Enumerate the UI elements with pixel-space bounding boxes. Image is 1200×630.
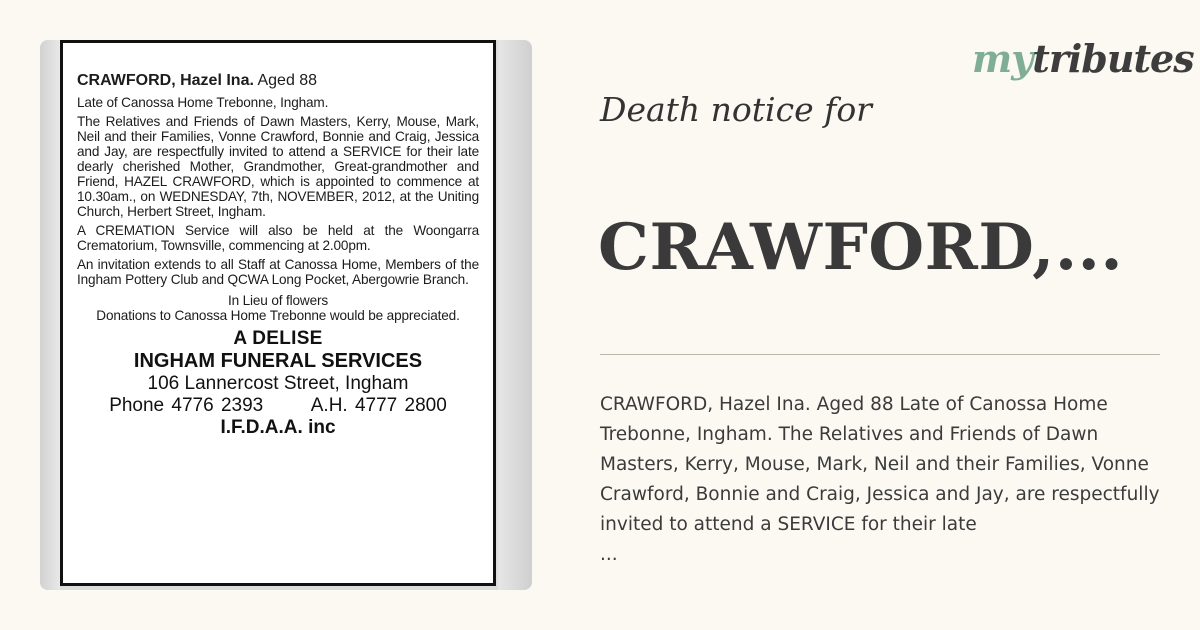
death-notice-image bbox=[40, 40, 532, 590]
notice-excerpt bbox=[600, 390, 1160, 570]
divider bbox=[600, 354, 1160, 355]
page-subtitle: Death notice for bbox=[600, 90, 872, 129]
funeral-after-hours: A.H. 4777 2800 bbox=[310, 395, 447, 416]
logo-my: my bbox=[972, 36, 1033, 81]
funeral-phones bbox=[77, 395, 479, 417]
excerpt-text: CRAWFORD, Hazel Ina. Aged 88 Late of Canossa Home Trebonne, Ingham. The Relatives and Friends of Dawn Masters, Kerry, Mouse, Mark, Neil and their Families, Vonne Crawford, Bonnie and Craig, Jessica and Jay, are respectfully invited to attend a SERVICE for their late bbox=[600, 394, 1160, 535]
notice-lieu: In Lieu of flowers bbox=[227, 293, 329, 308]
mytributes-logo[interactable] bbox=[972, 36, 1194, 81]
funeral-association: I.F.D.A.A. inc bbox=[220, 417, 336, 438]
newspaper-notice bbox=[60, 40, 496, 586]
funeral-phone: Phone 4776 2393 bbox=[109, 395, 264, 416]
notice-late-of: Late of Canossa Home Trebonne, Ingham. bbox=[77, 95, 329, 110]
image-edge-left bbox=[40, 40, 60, 590]
notice-service-paragraph: The Relatives and Friends of Dawn Masters, Kerry, Mouse, Mark, Neil and their Families, Vonne Crawford, Bonnie and Craig, Jessica and Jay, are respectfully invited to attend a SERVICE for their late dearly cherished Mother, Grandmother, Great-grandmother and Friend, HAZEL CRAWFORD, which is appointed to commence at 10.30am., on WEDNESDAY, 7th, NOVEMBER, 2012, at the Uniting Church, Herbert Street, Ingham. bbox=[77, 114, 479, 219]
deceased-name-title: CRAWFORD,... bbox=[598, 210, 1124, 285]
excerpt-ellipsis: ... bbox=[600, 544, 618, 565]
notice-age: Aged 88 bbox=[253, 72, 318, 89]
notice-heading bbox=[77, 71, 479, 91]
notice-donations: Donations to Canossa Home Trebonne would be appreciated. bbox=[96, 308, 460, 323]
notice-deceased-name: CRAWFORD, Hazel Ina. bbox=[77, 72, 254, 89]
funeral-address: 106 Lannercost Street, Ingham bbox=[147, 373, 409, 394]
notice-invitation-paragraph: An invitation extends to all Staff at Canossa Home, Members of the Ingham Pottery Club and QCWA Long Pocket, Abergowrie Branch. bbox=[77, 257, 479, 287]
notice-cremation-paragraph: A CREMATION Service will also be held at the Woongarra Crematorium, Townsville, commencing at 2.00pm. bbox=[77, 223, 479, 253]
image-edge-right bbox=[498, 40, 532, 590]
logo-tributes: tributes bbox=[1032, 36, 1194, 81]
funeral-director-name: A DELISE bbox=[233, 328, 323, 349]
funeral-company: INGHAM FUNERAL SERVICES bbox=[133, 350, 423, 372]
